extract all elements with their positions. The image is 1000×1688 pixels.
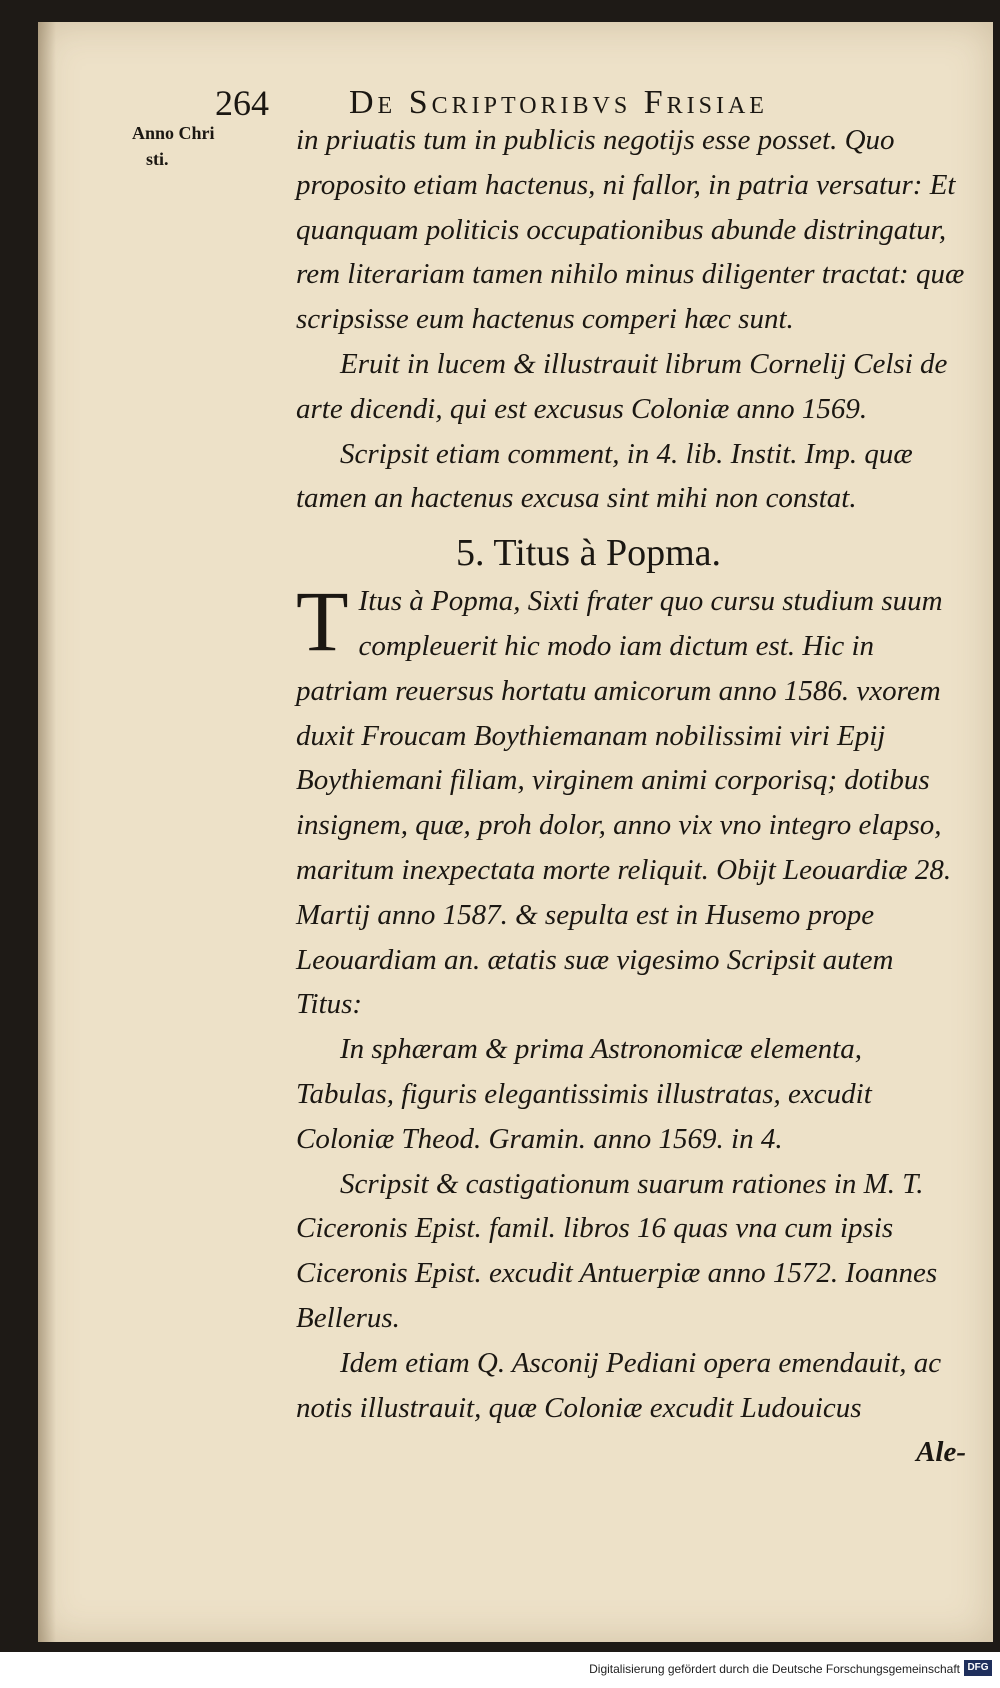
paragraph-sphaera: In sphæram & prima Astronomicæ elementa, Tabulas, figuris elegantissimis illustratas, excudit Coloniæ Theod. Gramin. anno 1569. in 4. — [296, 1033, 872, 1155]
section-heading: 5. Titus à Popma. — [456, 532, 722, 575]
page-number: 264 — [215, 83, 269, 123]
paragraph-instit: Scripsit etiam comment, in 4. lib. Instit. Imp. quæ tamen an hactenus excusa sint mihi non constat. — [296, 437, 913, 515]
paragraph-cicero: Scripsit & castigationum suarum rationes in M. T. Ciceronis Epist. famil. libros 16 quas vna cum ipsis Ciceronis Epist. excudit Antuerpiæ anno 1572. Ioannes Bellerus. — [296, 1167, 938, 1334]
marginal-note-line2: sti. — [146, 149, 169, 169]
marginal-note — [132, 120, 282, 172]
footer-bar — [0, 1652, 1000, 1688]
catchword: Ale- — [916, 1436, 966, 1469]
marginal-note-line1: Anno Chri — [132, 123, 215, 143]
dfg-logo: DFG — [964, 1660, 992, 1676]
drop-cap: T — [296, 573, 349, 670]
section-opening-text: Itus à Popma, Sixti frater quo cursu studium suum compleuerit hic modo iam dictum est. Hic in patriam reuersus hortatu amicorum anno 1586. vxorem duxit Froucam Boythiemanam nobilissimi viri Epij Boythiemani filiam, virginem animi corporisq; dotibus insignem, quæ, proh dolor, anno vix vno integro elapso, maritum inexpectata morte reliquit. Obijt Leouardiæ 28. Martij anno 1587. & sepulta est in Husemo prope Leouardiam an. ætatis suæ vigesimo Scripsit autem Titus: — [296, 585, 952, 1021]
page-gutter-shadow — [38, 22, 56, 1642]
footer-credit: Digitalisierung gefördert durch die Deutsche Forschungsgemeinschaft — [589, 1662, 960, 1676]
running-head-title: De Scriptoribvs Frisiae — [349, 84, 768, 121]
body-text — [296, 118, 966, 1475]
paragraph-asconius: Idem etiam Q. Asconij Pediani opera emendauit, ac notis illustrauit, quæ Coloniæ excudit Ludouicus — [296, 1346, 942, 1424]
paragraph-continuation: in priuatis tum in publicis negotijs esse posset. Quo proposito etiam hactenus, ni fallor, in patria versatur: Et quanquam politicis occupationibus abunde distringatur, rem literariam tamen nihilo minus diligenter tractat: quæ scripsisse eum hactenus comperi hæc sunt. — [296, 124, 965, 336]
section-opening-paragraph — [296, 573, 966, 1027]
paragraph-celsus: Eruit in lucem & illustrauit librum Cornelij Celsi de arte dicendi, qui est excusus Coloniæ anno 1569. — [296, 347, 948, 425]
